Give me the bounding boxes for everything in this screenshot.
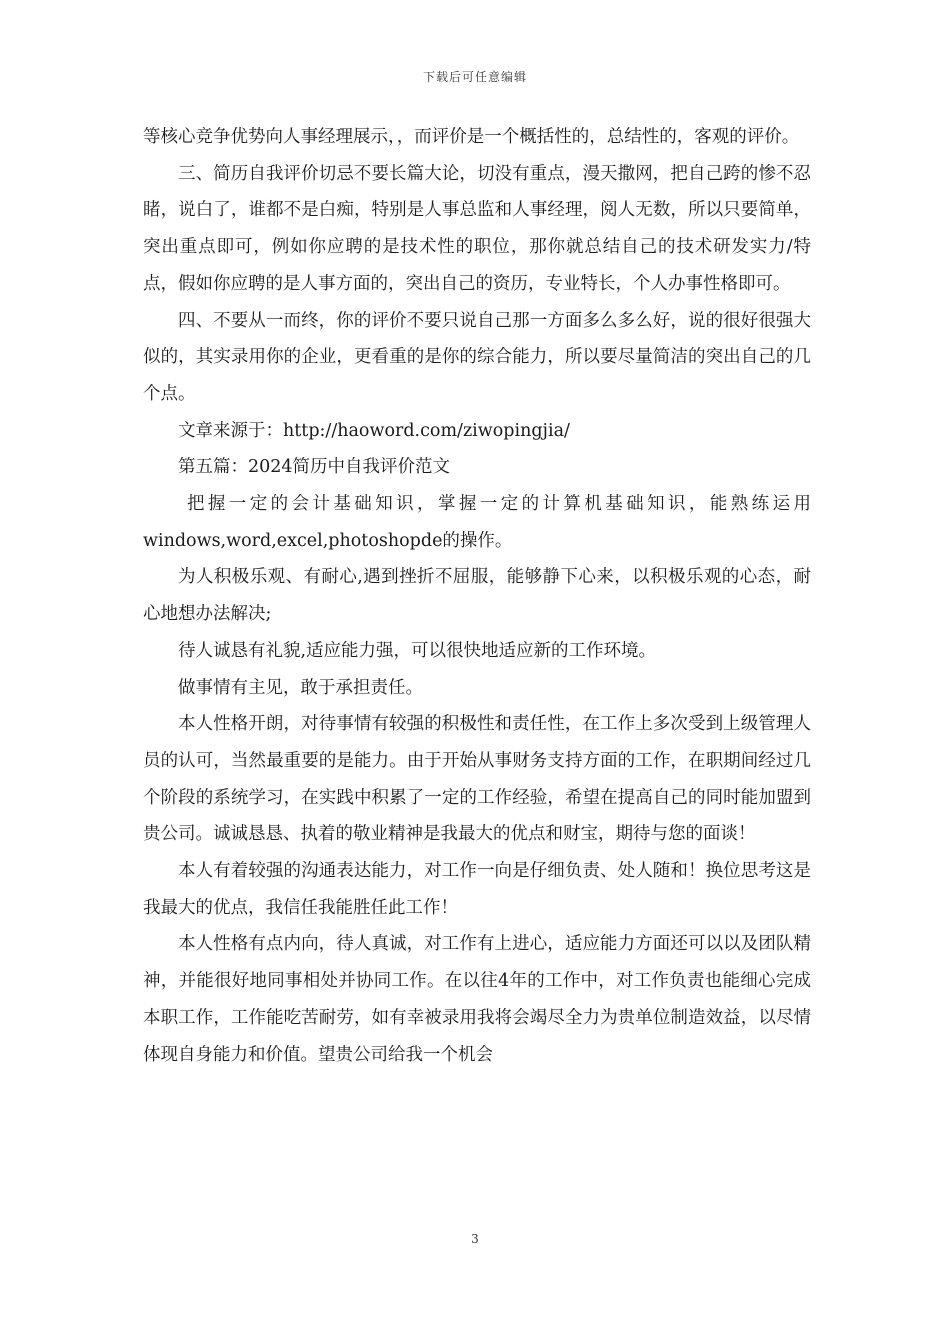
- paragraph-introvert: 本人性格有点内向，待人真诚，对工作有上进心，适应能力方面还可以以及团队精神，并能很好地同事相处并协同工作。在以往4年的工作中，对工作负责也能细心完成本职工作，工作能吃苦耐劳，如有幸被录用我将会竭尽全力为贵单位制造效益，以尽情体现自身能力和价值。望贵公司给我一个机会: [143, 934, 811, 1065]
- paragraph-responsibility: 做事情有主见，敢于承担责任。: [178, 677, 423, 698]
- page-header: 下载后可任意编辑: [422, 70, 527, 84]
- page-body: [143, 119, 811, 1073]
- paragraph-adaptability: 待人诚恳有礼貌,适应能力强，可以很快地适应新的工作环境。: [178, 640, 657, 661]
- paragraph-skills: 把握一定的会计基础知识，掌握一定的计算机基础知识，能熟练运用windows,word,excel,photoshopde的操作。: [143, 494, 811, 551]
- paragraph-communication: 本人有着较强的沟通表达能力，对工作一向是仔细负责、处人随和！换位思考这是我最大的优点，我信任我能胜任此工作！: [143, 861, 811, 918]
- page-number: 3: [471, 1232, 479, 1246]
- paragraph-continuation: 等核心竞争优势向人事经理展示，，而评价是一个概括性的，总结性的，客观的评价。: [143, 127, 800, 147]
- paragraph-tip-four: 四、不要从一而终，你的评价不要只说自己那一方面多么多么好，说的很好很强大似的，其实录用你的企业，更看重的是你的综合能力，所以要尽量简洁的突出自己的几个点。: [143, 310, 811, 404]
- paragraph-personality: 本人性格开朗，对待事情有较强的积极性和责任性，在工作上多次受到上级管理人员的认可，当然最重要的是能力。由于开始从事财务支持方面的工作，在职期间经过几个阶段的系统学习，在实践中积累了一定的工作经验，希望在提高自己的同时能加盟到贵公司。诚诚恳恳、执着的敬业精神是我最大的优点和财宝，期待与您的面谈！: [143, 714, 811, 845]
- paragraph-tip-three: 三、简历自我评价切忌不要长篇大论，切没有重点，漫天撒网，把自己跨的惨不忍睹，说白了，谁都不是白痴，特别是人事总监和人事经理，阅人无数，所以只要简单，突出重点即可，例如你应聘的是技术性的职位，那你就总结自己的技术研发实力/特点，假如你应聘的是人事方面的，突出自己的资历，专业特长，个人办事性格即可。: [143, 163, 811, 294]
- paragraph-attitude: 为人积极乐观、有耐心,遇到挫折不屈服，能够静下心来，以积极乐观的心态，耐心地想办法解决;: [143, 567, 811, 625]
- section-heading: 第五篇：2024简历中自我评价范文: [178, 457, 451, 478]
- paragraph-source: 文章来源于：http://haoword.com/ziwopingjia/: [178, 420, 570, 441]
